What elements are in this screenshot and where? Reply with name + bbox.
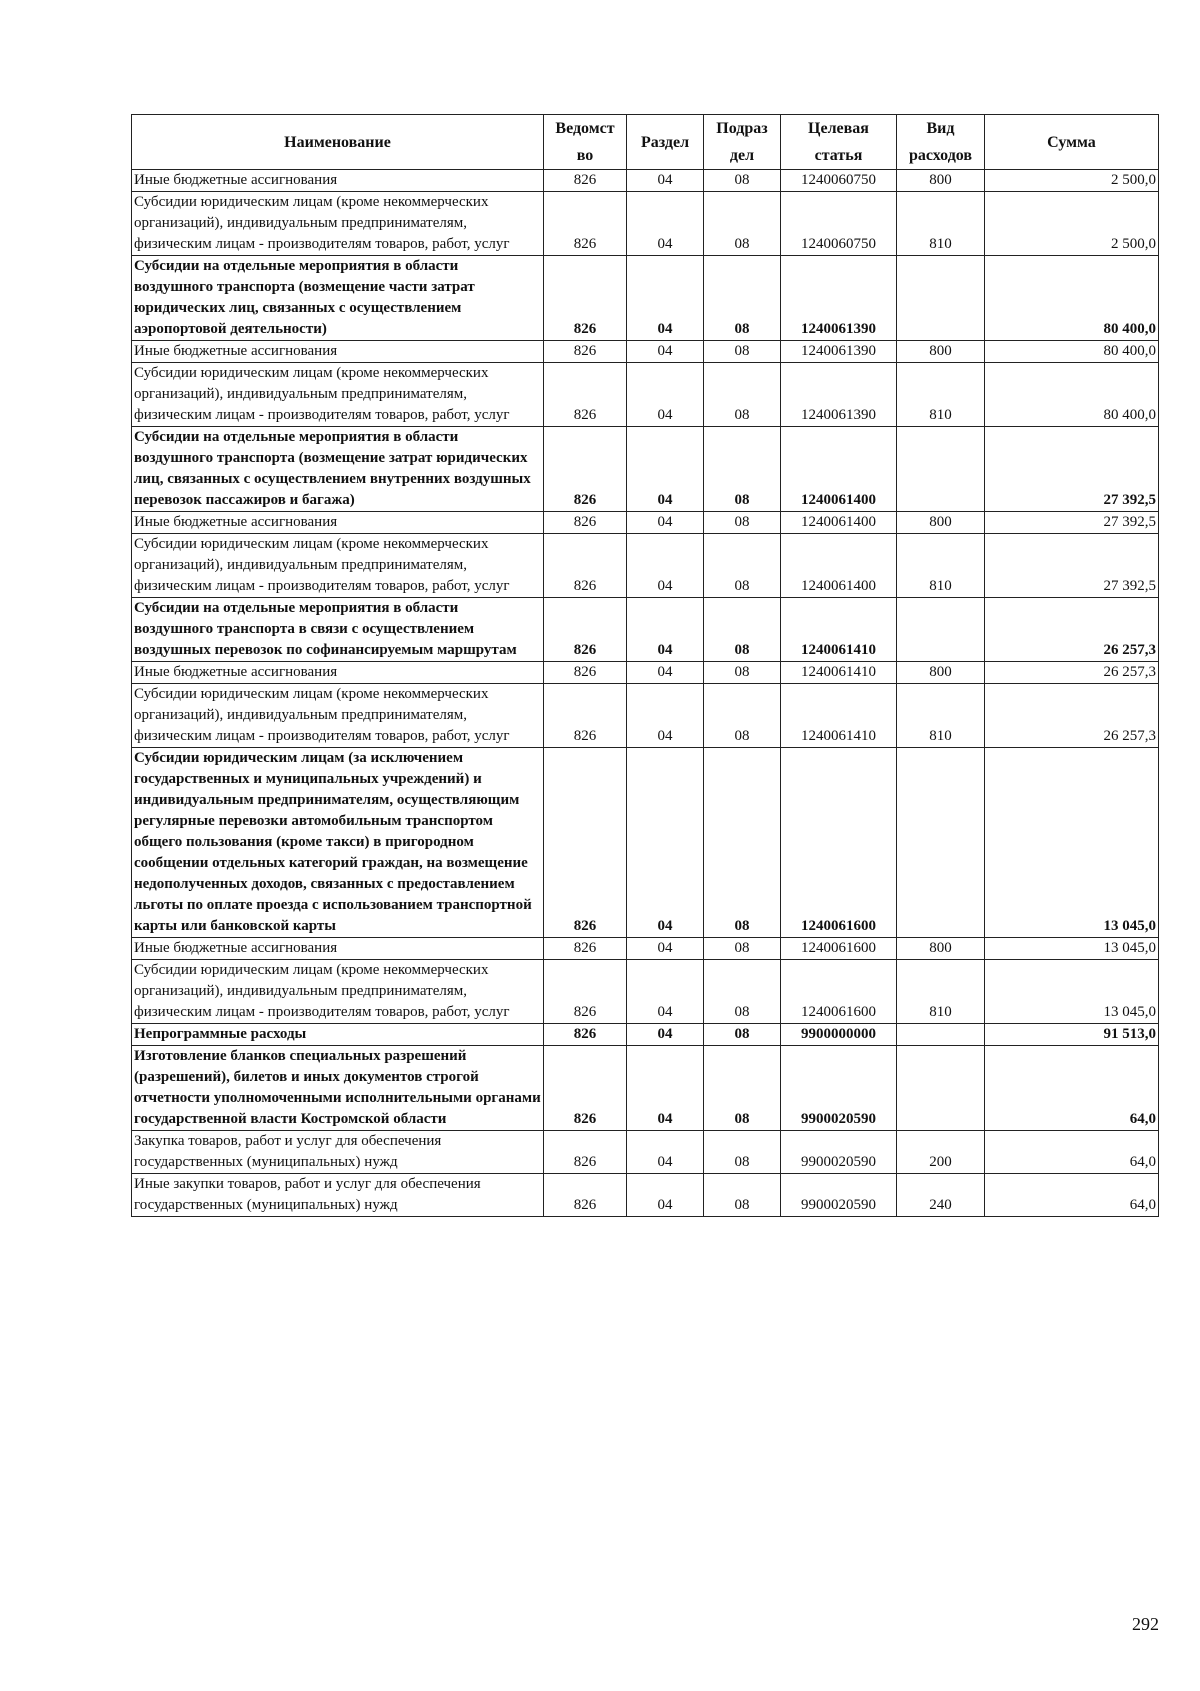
cell-tselevaya-statya: 1240061390 — [781, 341, 897, 363]
cell-vedomstvo: 826 — [544, 1024, 627, 1046]
cell-razdel: 04 — [627, 938, 704, 960]
cell-summa: 26 257,3 — [985, 684, 1159, 748]
cell-podrazdel: 08 — [704, 684, 781, 748]
cell-tselevaya-statya: 1240061600 — [781, 938, 897, 960]
table-row — [132, 170, 1159, 192]
cell-summa: 64,0 — [985, 1174, 1159, 1217]
cell-vid-raskhodov: 810 — [897, 960, 985, 1024]
cell-summa: 64,0 — [985, 1046, 1159, 1131]
cell-summa: 91 513,0 — [985, 1024, 1159, 1046]
cell-vid-raskhodov: 800 — [897, 170, 985, 192]
cell-vedomstvo: 826 — [544, 341, 627, 363]
cell-podrazdel: 08 — [704, 363, 781, 427]
cell-summa: 80 400,0 — [985, 256, 1159, 341]
table-row — [132, 363, 1159, 427]
cell-razdel: 04 — [627, 684, 704, 748]
cell-vedomstvo: 826 — [544, 1046, 627, 1131]
cell-vid-raskhodov: 810 — [897, 534, 985, 598]
cell-vid-raskhodov — [897, 256, 985, 341]
cell-razdel: 04 — [627, 170, 704, 192]
cell-vid-raskhodov: 200 — [897, 1131, 985, 1174]
cell-podrazdel: 08 — [704, 341, 781, 363]
cell-vedomstvo: 826 — [544, 170, 627, 192]
table-row — [132, 1046, 1159, 1131]
cell-razdel: 04 — [627, 363, 704, 427]
table-row — [132, 662, 1159, 684]
cell-podrazdel: 08 — [704, 960, 781, 1024]
cell-razdel: 04 — [627, 960, 704, 1024]
cell-vid-raskhodov — [897, 427, 985, 512]
cell-name: Субсидии на отдельные мероприятия в области воздушного транспорта в связи с осуществлением воздушных перевозок по софинансируемым маршрутам — [132, 598, 544, 662]
page-number: 292 — [1132, 1614, 1159, 1634]
cell-tselevaya-statya: 1240061400 — [781, 534, 897, 598]
cell-name: Иные бюджетные ассигнования — [132, 512, 544, 534]
cell-summa: 27 392,5 — [985, 512, 1159, 534]
cell-tselevaya-statya: 1240060750 — [781, 170, 897, 192]
cell-podrazdel: 08 — [704, 1046, 781, 1131]
cell-name: Закупка товаров, работ и услуг для обеспечения государственных (муниципальных) нужд — [132, 1131, 544, 1174]
cell-summa: 80 400,0 — [985, 363, 1159, 427]
table-body — [132, 170, 1159, 1217]
cell-vid-raskhodov: 810 — [897, 192, 985, 256]
cell-vid-raskhodov: 800 — [897, 341, 985, 363]
cell-vedomstvo: 826 — [544, 192, 627, 256]
table-row — [132, 1131, 1159, 1174]
cell-razdel: 04 — [627, 256, 704, 341]
budget-table — [131, 114, 1159, 1217]
cell-vid-raskhodov: 800 — [897, 662, 985, 684]
cell-vedomstvo: 826 — [544, 748, 627, 938]
table-row — [132, 341, 1159, 363]
cell-podrazdel: 08 — [704, 662, 781, 684]
cell-razdel: 04 — [627, 341, 704, 363]
cell-vedomstvo: 826 — [544, 1131, 627, 1174]
cell-summa: 13 045,0 — [985, 938, 1159, 960]
cell-tselevaya-statya: 9900000000 — [781, 1024, 897, 1046]
table-row — [132, 534, 1159, 598]
cell-vedomstvo: 826 — [544, 256, 627, 341]
cell-summa: 27 392,5 — [985, 534, 1159, 598]
header-name: Наименование — [132, 115, 544, 170]
cell-summa: 13 045,0 — [985, 960, 1159, 1024]
cell-summa: 26 257,3 — [985, 598, 1159, 662]
cell-summa: 26 257,3 — [985, 662, 1159, 684]
cell-tselevaya-statya: 1240061410 — [781, 662, 897, 684]
cell-name: Непрограммные расходы — [132, 1024, 544, 1046]
cell-podrazdel: 08 — [704, 938, 781, 960]
cell-razdel: 04 — [627, 748, 704, 938]
cell-vedomstvo: 826 — [544, 960, 627, 1024]
cell-podrazdel: 08 — [704, 192, 781, 256]
cell-vedomstvo: 826 — [544, 662, 627, 684]
cell-vid-raskhodov — [897, 1046, 985, 1131]
cell-podrazdel: 08 — [704, 1024, 781, 1046]
cell-tselevaya-statya: 1240061400 — [781, 427, 897, 512]
cell-name: Иные закупки товаров, работ и услуг для обеспечения государственных (муниципальных) нужд — [132, 1174, 544, 1217]
cell-name: Субсидии юридическим лицам (кроме некоммерческих организаций), индивидуальным предпринимателям, физическим лицам - производителям товаров, работ, услуг — [132, 363, 544, 427]
cell-tselevaya-statya: 9900020590 — [781, 1046, 897, 1131]
cell-summa: 2 500,0 — [985, 170, 1159, 192]
table-header-row — [132, 115, 1159, 170]
cell-tselevaya-statya: 1240061390 — [781, 256, 897, 341]
cell-vedomstvo: 826 — [544, 363, 627, 427]
cell-razdel: 04 — [627, 534, 704, 598]
header-summa: Сумма — [985, 115, 1159, 170]
cell-podrazdel: 08 — [704, 1131, 781, 1174]
table-row — [132, 256, 1159, 341]
cell-name: Субсидии на отдельные мероприятия в области воздушного транспорта (возмещение части затрат юридических лиц, связанных с осуществлением аэропортовой деятельности) — [132, 256, 544, 341]
cell-podrazdel: 08 — [704, 1174, 781, 1217]
cell-vid-raskhodov: 800 — [897, 512, 985, 534]
cell-name: Иные бюджетные ассигнования — [132, 341, 544, 363]
cell-vedomstvo: 826 — [544, 598, 627, 662]
cell-vedomstvo: 826 — [544, 427, 627, 512]
table-row — [132, 192, 1159, 256]
cell-razdel: 04 — [627, 598, 704, 662]
cell-tselevaya-statya: 1240061410 — [781, 684, 897, 748]
table-row — [132, 1174, 1159, 1217]
cell-vedomstvo: 826 — [544, 938, 627, 960]
cell-vid-raskhodov: 240 — [897, 1174, 985, 1217]
cell-podrazdel: 08 — [704, 598, 781, 662]
cell-podrazdel: 08 — [704, 534, 781, 598]
cell-vid-raskhodov — [897, 1024, 985, 1046]
cell-razdel: 04 — [627, 1174, 704, 1217]
header-razdel: Раздел — [627, 115, 704, 170]
cell-tselevaya-statya: 1240061410 — [781, 598, 897, 662]
cell-podrazdel: 08 — [704, 170, 781, 192]
header-vid-raskhodov: Вид расходов — [897, 115, 985, 170]
cell-vedomstvo: 826 — [544, 534, 627, 598]
cell-name: Иные бюджетные ассигнования — [132, 170, 544, 192]
table-row — [132, 512, 1159, 534]
cell-vedomstvo: 826 — [544, 684, 627, 748]
header-vedomstvo: Ведомст во — [544, 115, 627, 170]
cell-name: Субсидии юридическим лицам (за исключением государственных и муниципальных учреждений) и индивидуальным предпринимателям, осуществляющим регулярные перевозки автомобильным транспортом общего пользования (кроме такси) в пригородном сообщении отдельных категорий граждан, на возмещение недополученных доходов, связанных с предоставлением льготы по оплате проезда с использованием транспортной карты или банковской карты — [132, 748, 544, 938]
cell-tselevaya-statya: 1240060750 — [781, 192, 897, 256]
cell-podrazdel: 08 — [704, 427, 781, 512]
cell-razdel: 04 — [627, 1131, 704, 1174]
table-row — [132, 1024, 1159, 1046]
table-row — [132, 684, 1159, 748]
cell-tselevaya-statya: 1240061600 — [781, 748, 897, 938]
cell-podrazdel: 08 — [704, 748, 781, 938]
cell-summa: 27 392,5 — [985, 427, 1159, 512]
cell-summa: 64,0 — [985, 1131, 1159, 1174]
cell-razdel: 04 — [627, 1046, 704, 1131]
cell-tselevaya-statya: 9900020590 — [781, 1174, 897, 1217]
cell-razdel: 04 — [627, 1024, 704, 1046]
cell-tselevaya-statya: 9900020590 — [781, 1131, 897, 1174]
cell-tselevaya-statya: 1240061390 — [781, 363, 897, 427]
cell-name: Субсидии юридическим лицам (кроме некоммерческих организаций), индивидуальным предпринимателям, физическим лицам - производителям товаров, работ, услуг — [132, 684, 544, 748]
cell-name: Субсидии юридическим лицам (кроме некоммерческих организаций), индивидуальным предпринимателям, физическим лицам - производителям товаров, работ, услуг — [132, 960, 544, 1024]
cell-name: Субсидии юридическим лицам (кроме некоммерческих организаций), индивидуальным предпринимателям, физическим лицам - производителям товаров, работ, услуг — [132, 192, 544, 256]
cell-name: Иные бюджетные ассигнования — [132, 662, 544, 684]
cell-vedomstvo: 826 — [544, 1174, 627, 1217]
cell-summa: 80 400,0 — [985, 341, 1159, 363]
cell-tselevaya-statya: 1240061600 — [781, 960, 897, 1024]
table-row — [132, 598, 1159, 662]
cell-name: Субсидии на отдельные мероприятия в области воздушного транспорта (возмещение затрат юридических лиц, связанных с осуществлением внутренних воздушных перевозок пассажиров и багажа) — [132, 427, 544, 512]
cell-vid-raskhodov — [897, 748, 985, 938]
cell-vedomstvo: 826 — [544, 512, 627, 534]
cell-tselevaya-statya: 1240061400 — [781, 512, 897, 534]
table-row — [132, 938, 1159, 960]
cell-razdel: 04 — [627, 512, 704, 534]
cell-razdel: 04 — [627, 427, 704, 512]
cell-razdel: 04 — [627, 192, 704, 256]
cell-vid-raskhodov: 810 — [897, 363, 985, 427]
cell-name: Субсидии юридическим лицам (кроме некоммерческих организаций), индивидуальным предпринимателям, физическим лицам - производителям товаров, работ, услуг — [132, 534, 544, 598]
header-tselevaya-statya: Целевая статья — [781, 115, 897, 170]
cell-razdel: 04 — [627, 662, 704, 684]
cell-summa: 2 500,0 — [985, 192, 1159, 256]
cell-podrazdel: 08 — [704, 512, 781, 534]
cell-summa: 13 045,0 — [985, 748, 1159, 938]
cell-podrazdel: 08 — [704, 256, 781, 341]
cell-vid-raskhodov: 800 — [897, 938, 985, 960]
table-row — [132, 748, 1159, 938]
cell-name: Изготовление бланков специальных разрешений (разрешений), билетов и иных документов строгой отчетности уполномоченными исполнительными органами государственной власти Костромской области — [132, 1046, 544, 1131]
cell-name: Иные бюджетные ассигнования — [132, 938, 544, 960]
cell-vid-raskhodov — [897, 598, 985, 662]
header-podrazdel: Подраз дел — [704, 115, 781, 170]
table-row — [132, 427, 1159, 512]
cell-vid-raskhodov: 810 — [897, 684, 985, 748]
table-row — [132, 960, 1159, 1024]
